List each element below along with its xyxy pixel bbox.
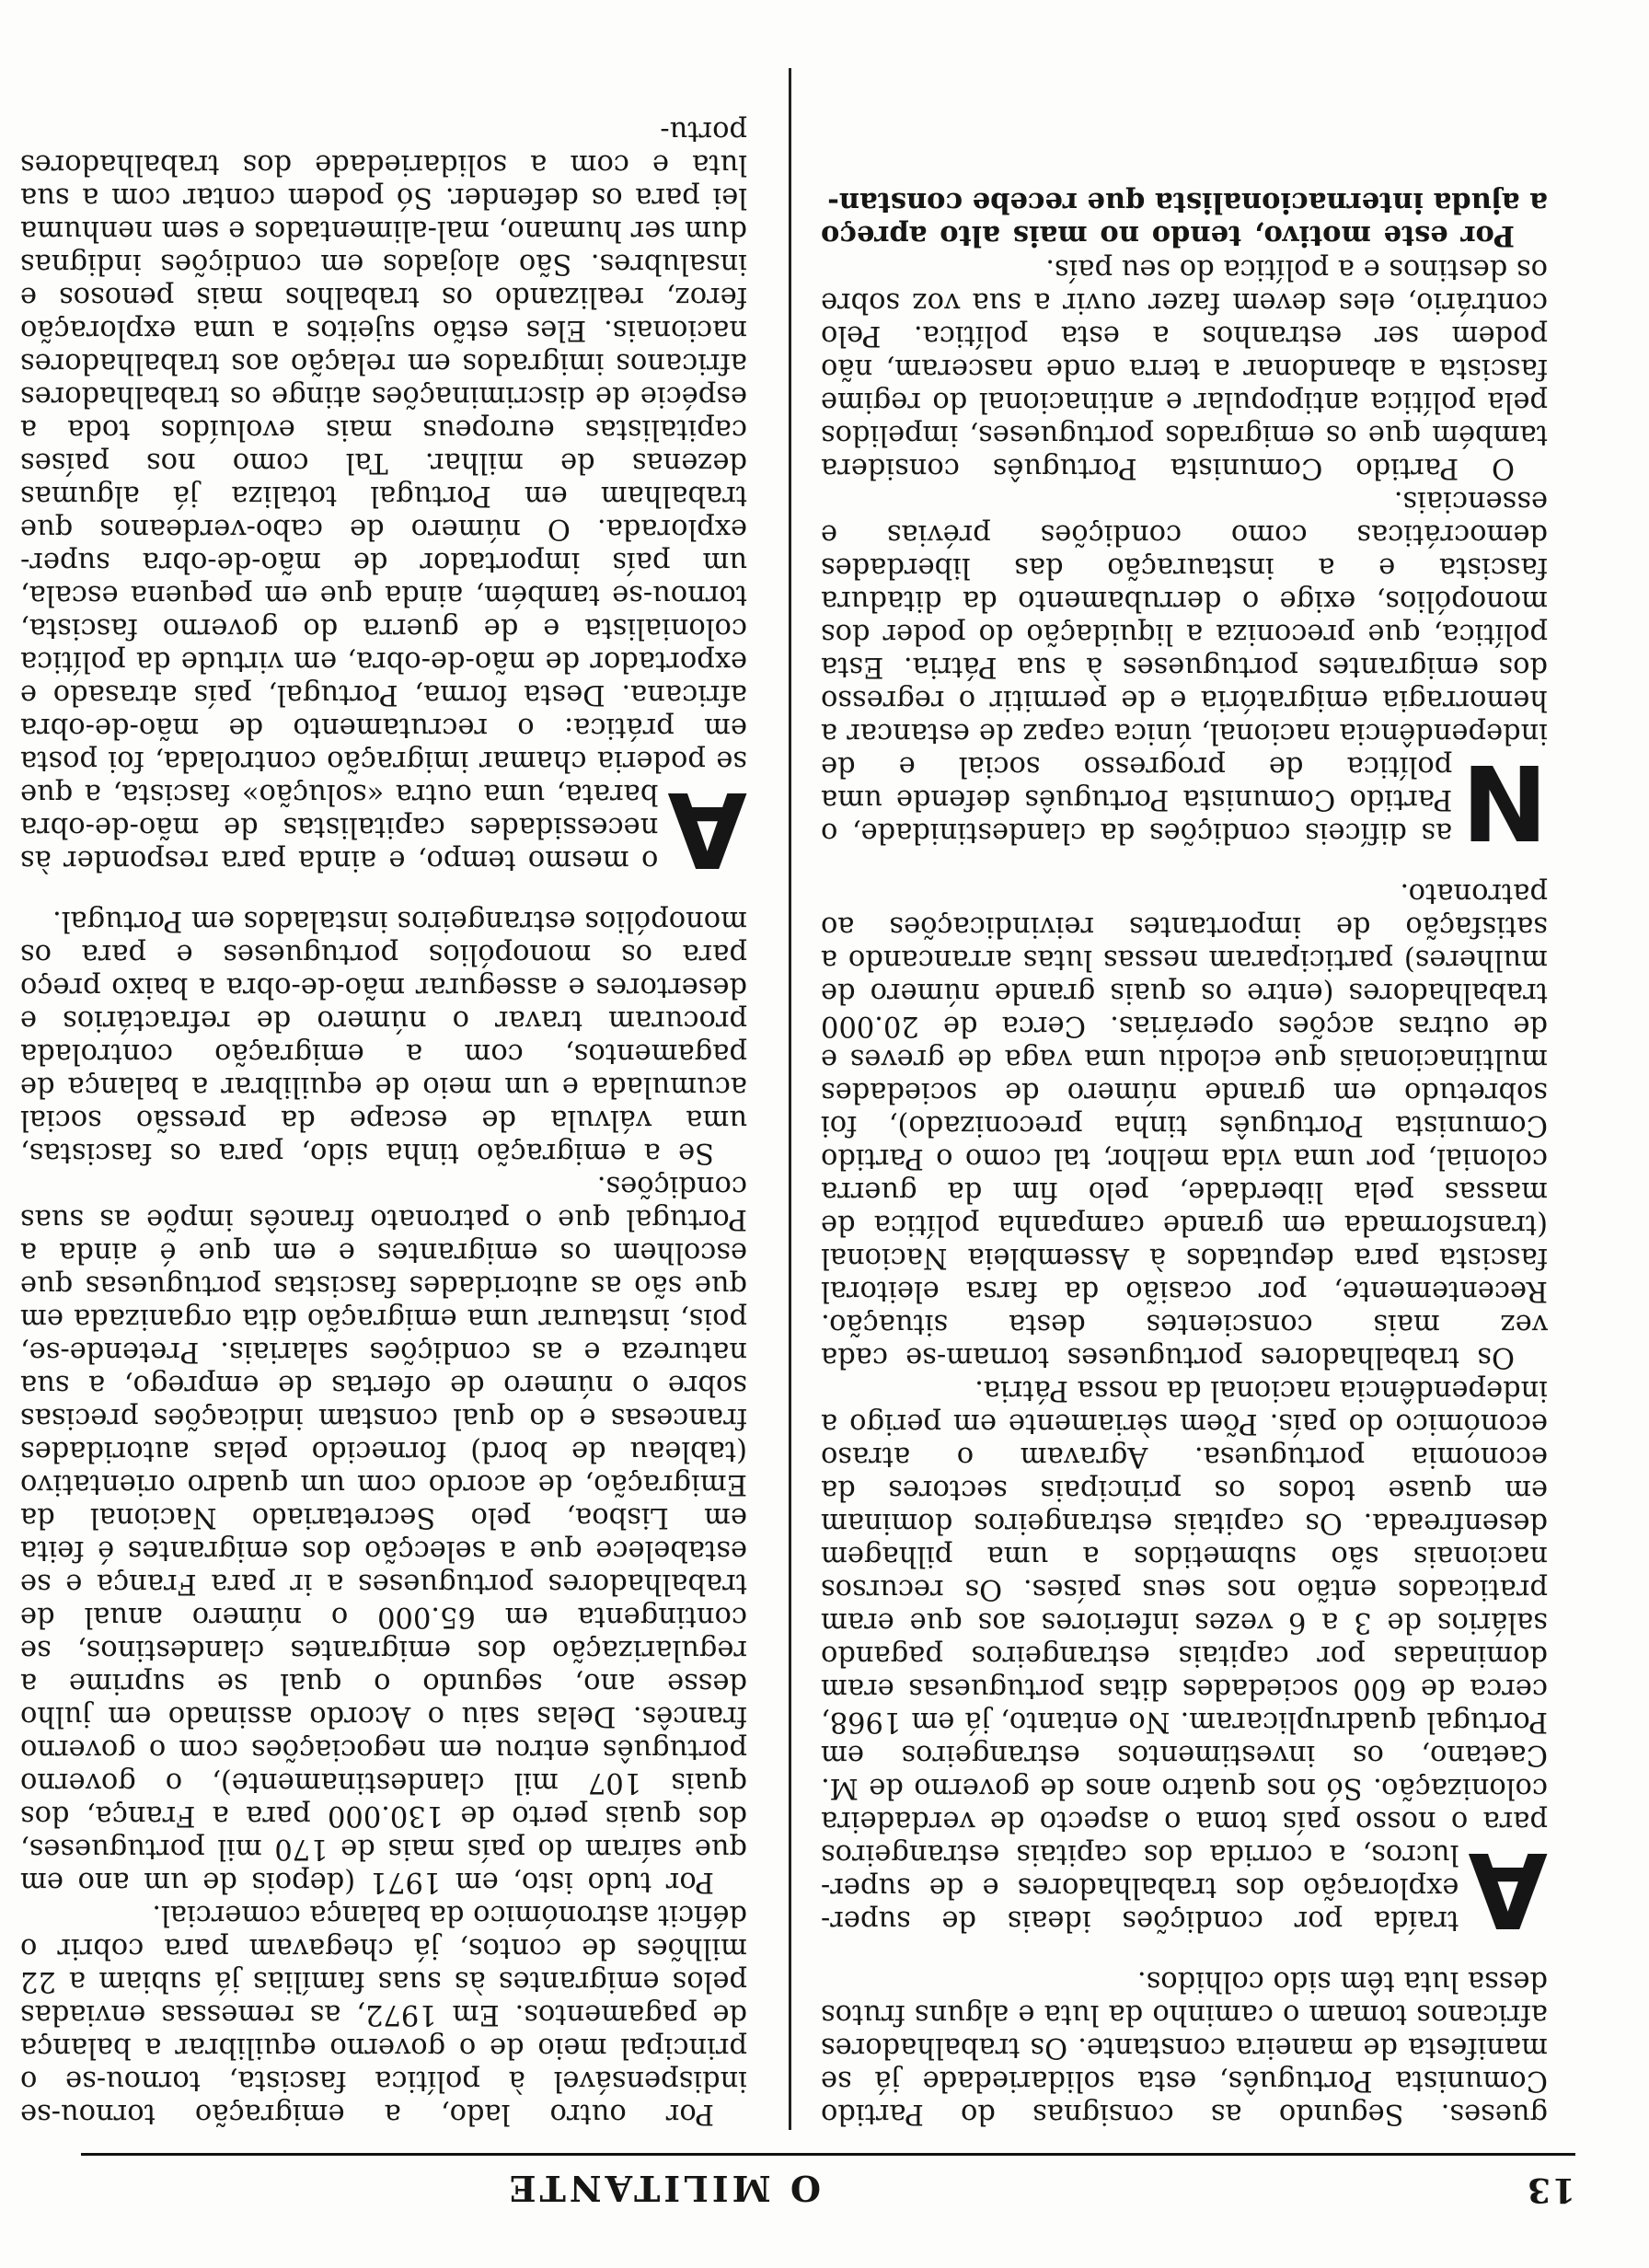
dropcap: A bbox=[667, 769, 747, 888]
paragraph: Por tudo isto, em 1971 (depois de um ano em que saíram do país mais de 170 mil portugueses, dos quais perto de 130.000 para a França, dos quais 107 mil clandestinamente), o governo português entrou em negociações com o governo francês. Delas saiu o Acordo assinado em julho desse ano, segundo o qual se suprime a regularização dos emigrantes clandestinos, se contingenta em 65.000 o número anual de trabalhadores portugueses a ir para França e se estabelece que a selecção dos emigrantes é feita em Lisboa, pelo Secretariado Nacional da Emigração, de acordo com um quadro orientativo (tableau de bord) fornecido pelas autoridades francesas e do qual constam indicações precisas sobre o número de ofertas de emprego, a sua natureza e as condições salariais. Pretende-se, pois, instaurar uma emigração dita organizada em que são as autoridades fascistas portuguesas que escolhem os emigrantes e em que é ainda a Portugal que o patronato francês impõe as suas condições. bbox=[20, 1170, 747, 1898]
page-number: 13 bbox=[1525, 2170, 1575, 2209]
page-header bbox=[85, 2158, 1575, 2213]
dropcap: A bbox=[1468, 1829, 1548, 1949]
paragraph-with-dropcap bbox=[821, 484, 1548, 861]
paragraph-with-dropcap bbox=[821, 1373, 1548, 1949]
right-column bbox=[20, 22, 747, 2130]
paragraph: Se a emigração tinha sido, para os fascistas, uma válvula de escape da pressão social acumulada e um meio de equilibrar a balança de pagamentos, com a emigração controlada procuram travar o número de refractários e desertores e assegurar mão-de-obra a baixo preço para os monopólios portugueses e para os monopólios estrangeiros instalados em Portugal. bbox=[20, 905, 747, 1169]
paragraph: gueses. Segundo as consignas do Partido Comunista Português, esta solidariedade já se manifesta de maneira constante. Os trabalhadores africanos tomam o caminho da luta e alguns frutos dessa luta têm sido colhidos. bbox=[821, 1965, 1548, 2130]
left-column bbox=[821, 22, 1548, 2130]
paragraph: Por outro lado, a emigração tornou-se indispensável à política fascista, tornou-se o principal meio de o governo equilibrar a balança de pagamentos. Em 1972, as remessas enviadas pelos emigrantes às suas famílias já subiam a 22 milhões de contos, já chegavam para cobrir o déficit astronómico da balança comercial. bbox=[20, 1899, 747, 2130]
paragraph: O Partido Comunista Português considera também que os emigrados portugueses, impelidos pela política antipopular e antinacional do regime fascista a abandonar a terra onde nasceram, não podem ser estranhos a esta política. Pelo contrário, eles devem fazer ouvir a sua voz sobre os destinos e a política do seu país. bbox=[821, 253, 1548, 484]
dropcap: N bbox=[1461, 741, 1548, 861]
paragraph: Por este motivo, tendo no mais alto apreço a ajuda internacionalista que recebe constan- bbox=[821, 186, 1548, 252]
header-rule bbox=[81, 2153, 1575, 2156]
column-rule bbox=[789, 68, 791, 2130]
journal-title: O MILITANTE bbox=[505, 2168, 821, 2209]
paragraph-text: as difíceis condições da clandestinidade, o Partido Comunista Português defende uma política de progresso social e de independência nacional, única capaz de estancar a hemorragia emigratória e de permitir o regresso dos emigrantes portugueses à sua Pátria. Esta política, que preconiza a liquidação do poder dos monopólios, exige o derrubamento da ditadura fascista e a instauração das liberdades democráticas como condições prévias e essenciais. bbox=[821, 485, 1548, 849]
paragraph: Os trabalhadores portugueses tornam-se cada vez mais conscientes desta situação. Recentemente, por ocasião da farsa eleitoral fascista para deputados à Assembleia Nacional (transformada em grande campanha política de massas pela liberdade, pelo fim da guerra colonial, por uma vida melhor, tal como o Partido Comunista Português tinha preconizado), foi sobretudo em grande número de sociedades multinacionais que eclodiu uma vaga de greves e de outras acções operárias. Cerca de 20.000 trabalhadores (entre os quais grande número de mulheres) participaram nessas lutas arrancando a satisfação de importantes reivindicações ao patronato. bbox=[821, 877, 1548, 1373]
paragraph-text: o mesmo tempo, e ainda para responder às necessidades capitalistas de mão-de-obra barata, uma outra «solução» fascista, a que se poderia chamar imigração controlada, foi posta em prática: o recrutamento de mão-de-obra africana. Desta forma, Portugal, país atrasado e exportador de mão-de-obra, em virtude da política colonialista e de guerra do governo fascista, tornou-se também, ainda que em pequena escala, um país importador de mão-de-obra super-explorada. O número de cabo-verdeanos que trabalham em Portugal totaliza já algumas dezenas de milhar. Tal como nos países capitalistas europeus mais evoluídos toda a espécie de discriminações atinge os trabalhadores africanos imigrados em relação aos trabalhadores nacionais. Eles estão sujeitos a uma exploração feroz, realizando os trabalhos mais penosos e insalubres. São alojados em condições indignas dum ser humano, mal-alimentados e sem nenhuma lei para os defender. Só podem contar com a sua luta e com a solidariedade dos trabalhadores portu- bbox=[20, 115, 747, 876]
paragraph-with-dropcap bbox=[20, 114, 747, 888]
paragraph-text: traída por condições ideais de super-exploração dos trabalhadores e de super-lucros, a corrida dos capitais estrangeiros para o nosso país toma o aspecto de verdadeira colonização. Só nos quatro anos de governo de M. Caetano, os investimentos estrangeiros em Portugal quadruplicaram. No entanto, já em 1968, cerca de 600 sociedades ditas portuguesas eram dominadas por capitais estrangeiros pagando salários de 3 a 6 vezes inferiores aos que eram praticados então nos seus países. Os recursos nacionais são submetidos a uma pilhagem desenfreada. Os capitais estrangeiros dominam em quase todos os principais sectores da economia portuguesa. Agravam o atraso económico do país. Põem sèriamente em perigo a independência nacional da nossa Pátria. bbox=[821, 1374, 1548, 1937]
